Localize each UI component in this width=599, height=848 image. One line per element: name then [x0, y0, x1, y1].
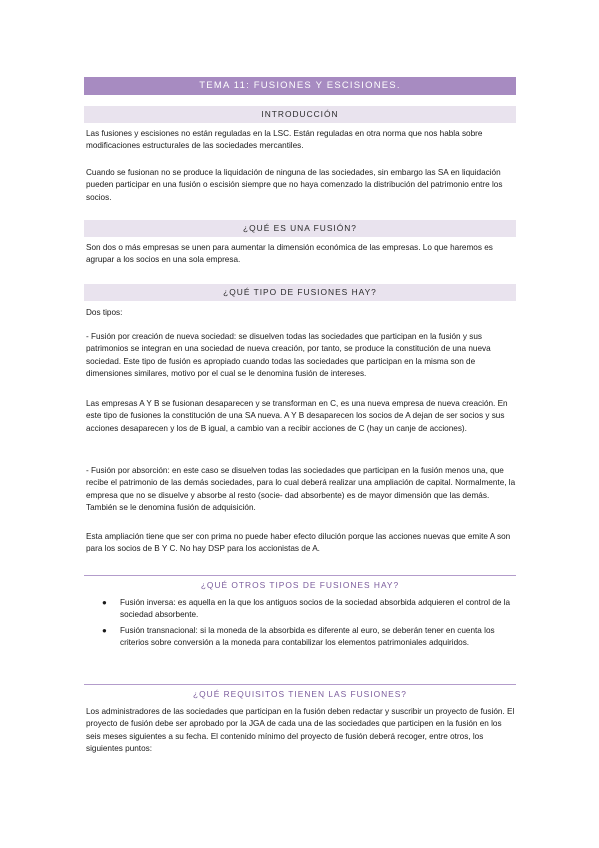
bullet-icon: ● [102, 625, 107, 635]
requisitos-paragraph: Los administradores de las sociedades que participan en la fusión deben redactar y suscribir un proyecto de fusión. El proyecto de fusión debe ser aprobado por la JGA de cada una de las sociedades que participen en la fusión en los seis meses siguientes a su fecha. El contenido mínimo del proyecto de fusión deberá recoger, entre otros, los siguientes puntos: [86, 707, 515, 754]
intro-paragraph-2: Cuando se fusionan no se produce la liquidación de ninguna de las sociedades, sin embargo las SA en liquidación pueden participar en una fusión o escisión siempre que no haya comenzado la distribución del patrimonio entre los socios. [86, 168, 503, 202]
intro-paragraph-1: Las fusiones y escisiones no están reguladas en la LSC. Están reguladas en otra norma que nos habla sobre modificaciones estructurales de las sociedades mercantiles. [86, 129, 483, 151]
list-item [100, 597, 514, 622]
heading-que-es-fusion: ¿QUÉ ES UNA FUSIÓN? [84, 220, 516, 237]
tipos-paragraph-1: Dos tipos: [86, 308, 123, 317]
bullet-icon: ● [102, 598, 107, 607]
document-title: TEMA 11: FUSIONES Y ESCISIONES. [84, 77, 516, 95]
heading-otros-tipos: ¿QUÉ OTROS TIPOS DE FUSIONES HAY? [84, 575, 516, 590]
tipos-paragraph-2: - Fusión por creación de nueva sociedad: se disuelven todas las sociedades que participan en la fusión y sus patrimonios se integran en una sociedad de nueva creación, por tanto, se produce la constitución de una nueva sociedad. Este tipo de fusión es apropiado cuando todas las sociedades que participan en la misma son de dimensiones similares, motivo por el cual se le denomina fusión de intereses. [86, 332, 491, 379]
otros-tipos-list [100, 597, 514, 653]
tipos-paragraph-5: Esta ampliación tiene que ser con prima no puede haber efecto dilución porque las acciones nuevas que emite A son para los socios de B Y C. No hay DSP para los accionistas de A. [86, 532, 511, 554]
heading-tipos-fusiones: ¿QUÉ TIPO DE FUSIONES HAY? [84, 284, 516, 301]
heading-requisitos: ¿QUÉ REQUISITOS TIENEN LAS FUSIONES? [84, 684, 516, 699]
list-item [100, 625, 514, 650]
list-item-text: Fusión transnacional: si la moneda de la absorbida es diferente al euro, se deberán tener en cuenta los criterios sobre conversión a la moneda para contabilizar los elementos patrimoniales adquiridos. [120, 625, 495, 648]
heading-introduccion: INTRODUCCIÓN [84, 106, 516, 123]
tipos-paragraph-4: - Fusión por absorción: en este caso se disuelven todas las sociedades que participan en la fusión menos una, que recibe el patrimonio de las demás sociedades, para lo cual deberá realizar una ampliación de capital. Normalmente, la empresa que no se disuelve y absorbe al resto (socie- dad absorbente) es de mayor dimensión que las demás. También se le denomina fusión de adquisición. [86, 466, 516, 513]
list-item-text: Fusión inversa: es aquella en la que los antiguos socios de la sociedad absorbida adquieren el control de la sociedad absorbente. [120, 598, 511, 620]
tipos-paragraph-3: Las empresas A Y B se fusionan desaparecen y se transforman en C, es una nueva empresa de nueva creación. En este tipo de fusiones la constitución de una SA nueva. A Y B desaparecen los socios de A dejan de ser socios y sus acciones desaparecen y los de B igual, a cambio van a recibir acciones de C (hay un canje de acciones). [86, 399, 508, 433]
que-es-paragraph: Son dos o más empresas se unen para aumentar la dimensión económica de las empresas. Lo que haremos es agrupar a los socios en una sola empresa. [86, 243, 493, 265]
